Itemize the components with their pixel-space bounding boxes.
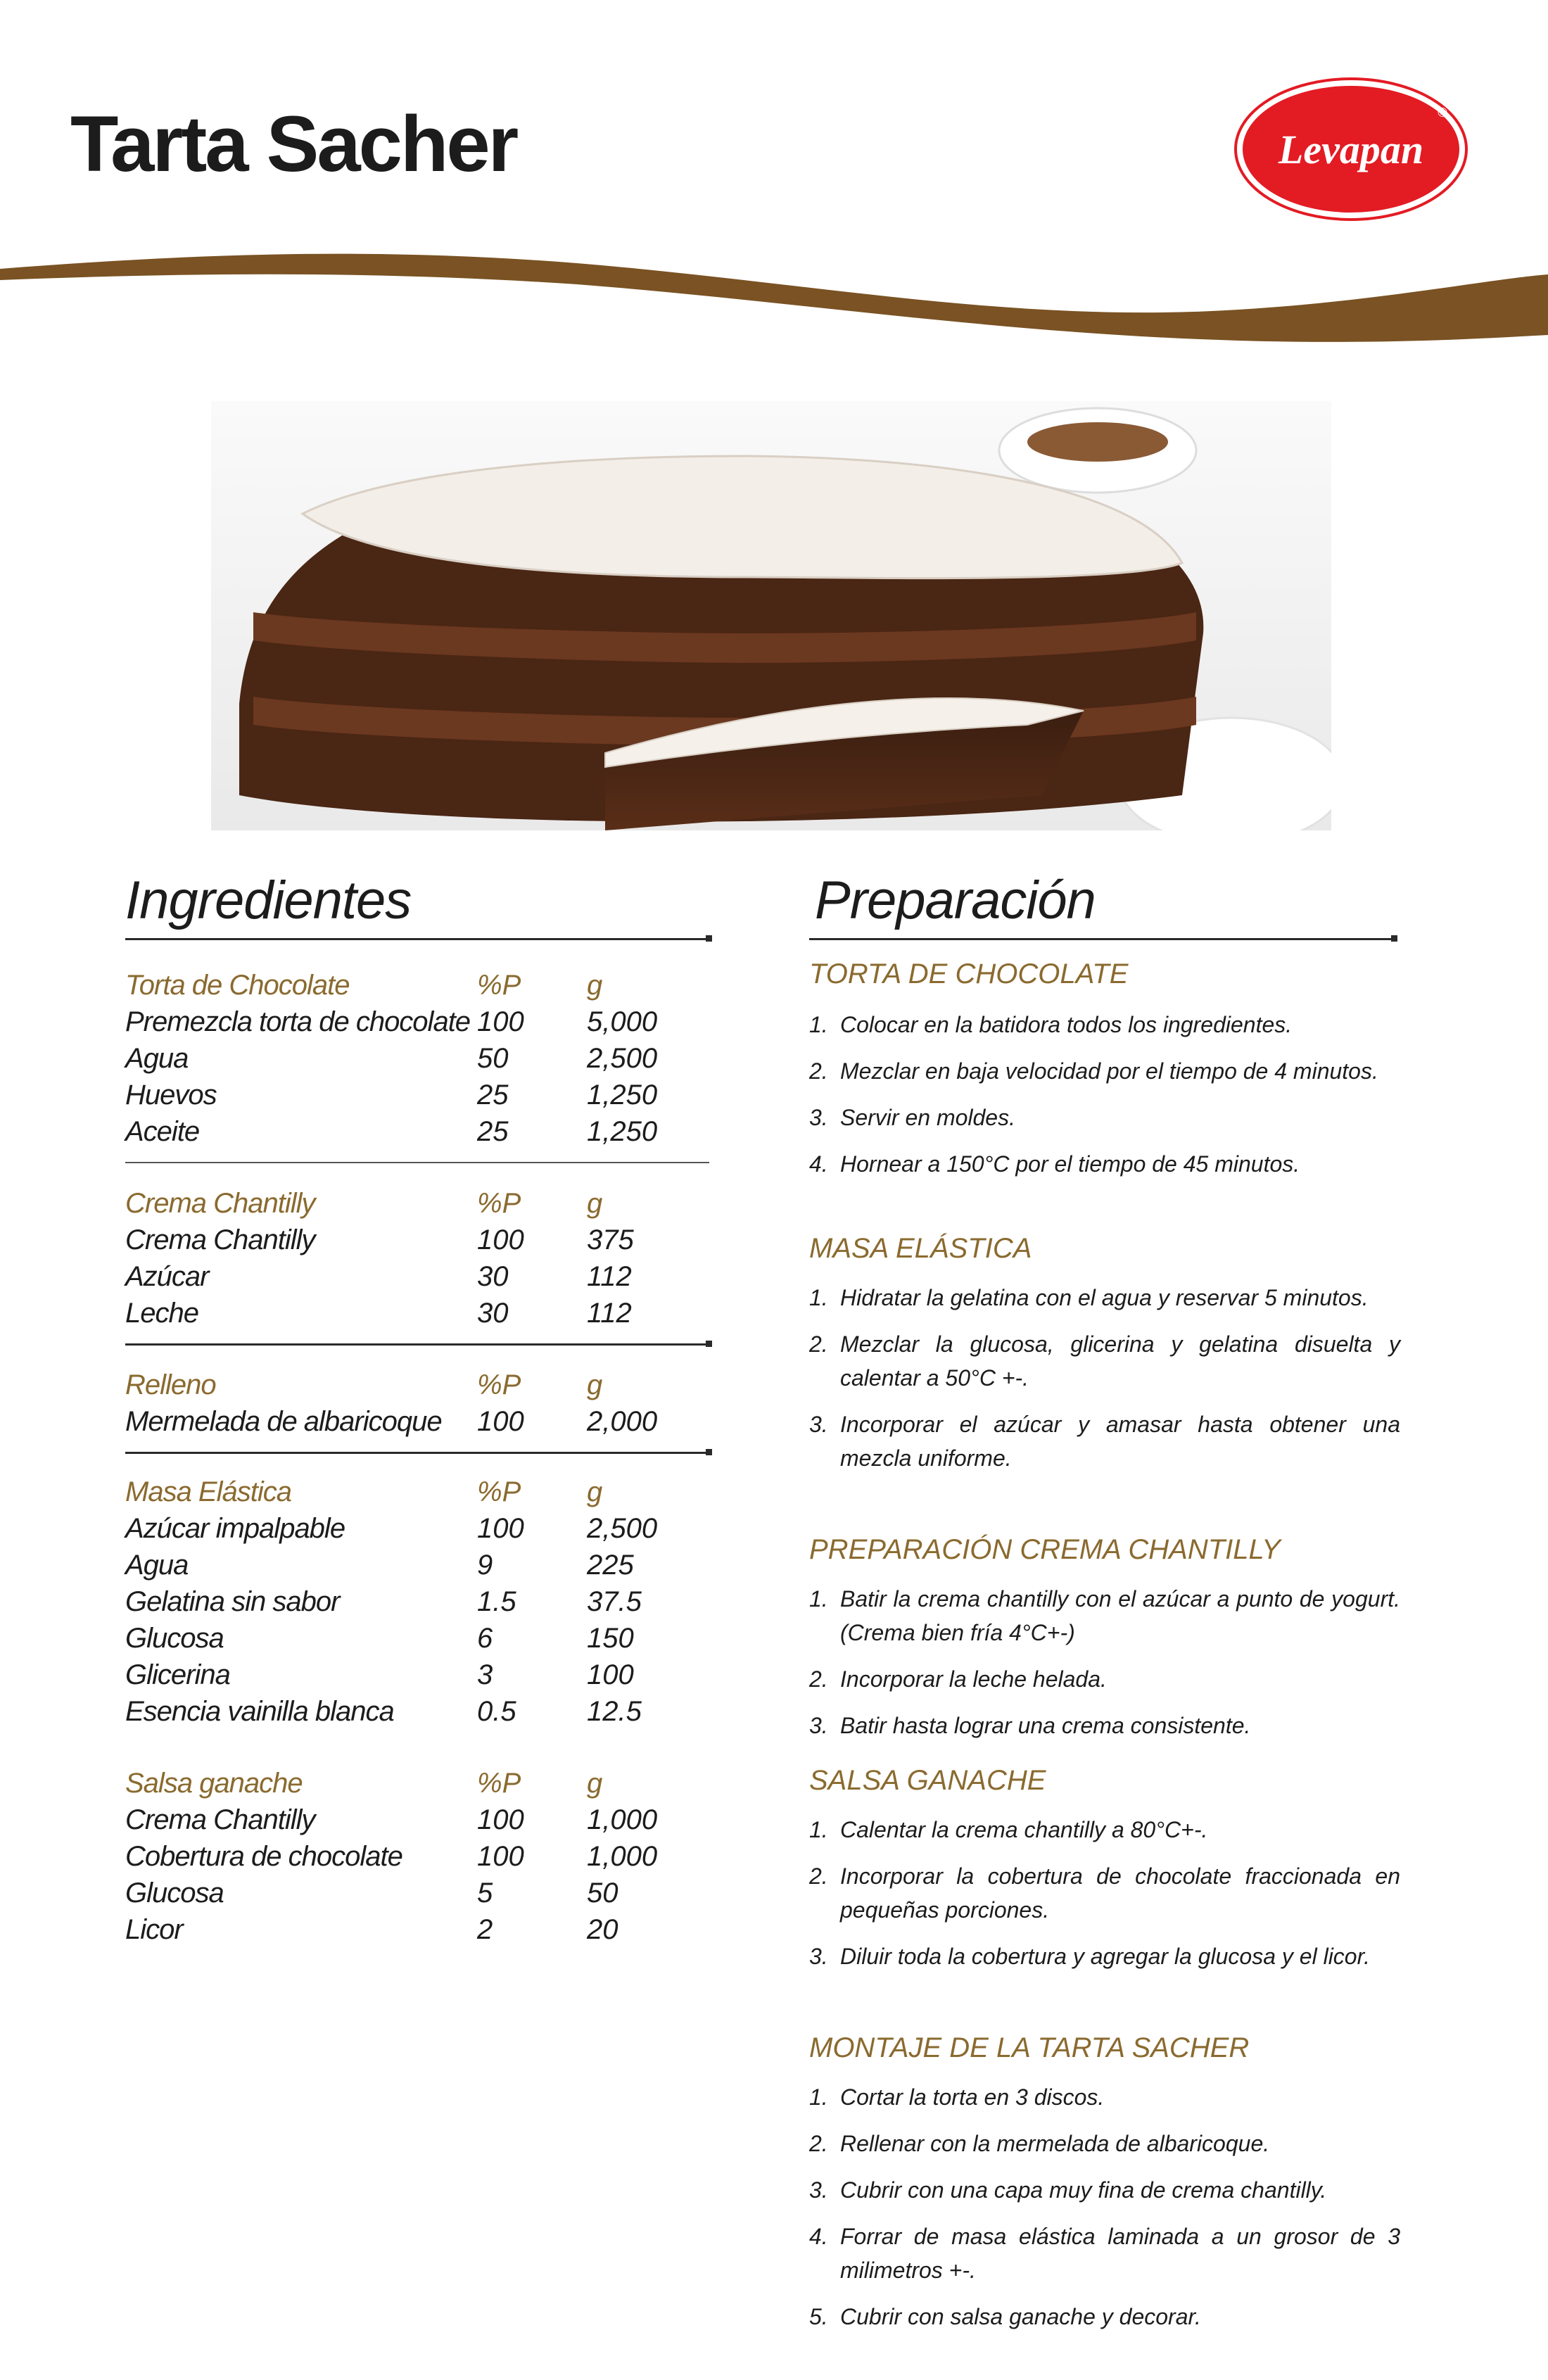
ingredient-name: Cobertura de chocolate: [125, 1841, 402, 1872]
ingredient-row: [125, 1657, 709, 1693]
registered-mark: ®: [1438, 106, 1447, 120]
ingredient-group: [125, 1185, 709, 1331]
ingredient-name: Glicerina: [125, 1659, 230, 1690]
ingredient-grams: 2,500: [587, 1043, 658, 1074]
preparation-step-list: [809, 1813, 1400, 1986]
step-number: 3.: [809, 1713, 828, 1738]
ingredient-grams: g: [587, 1476, 603, 1507]
ingredient-percent: %P: [477, 970, 521, 1001]
ingredient-grams: 2,000: [587, 1406, 658, 1437]
ingredient-grams: 1,250: [587, 1116, 658, 1147]
ingredient-name: Mermelada de albaricoque: [125, 1406, 442, 1437]
ingredient-percent: 25: [477, 1116, 509, 1147]
step-text: Hornear a 150°C por el tiempo de 45 minutos.: [840, 1151, 1300, 1177]
preparation-step-list: [809, 1582, 1400, 1755]
header-wave: [0, 239, 1548, 352]
ingredient-percent: 9: [477, 1550, 493, 1581]
ingredient-row: [125, 1258, 709, 1295]
preparation-step: [809, 1407, 1400, 1475]
step-number: 1.: [809, 1817, 828, 1842]
ingredient-row: [125, 1077, 709, 1113]
step-text: Servir en moldes.: [840, 1105, 1015, 1130]
ingredient-name: Relleno: [125, 1369, 216, 1400]
ingredient-group-header: [125, 1185, 709, 1222]
ingredient-group-divider: [125, 1162, 709, 1163]
ingredient-row: [125, 1875, 709, 1911]
step-text: Cubrir con salsa ganache y decorar.: [840, 2304, 1201, 2329]
ingredient-group: [125, 967, 709, 1150]
step-text: Incorporar la leche helada.: [840, 1666, 1107, 1692]
ingredient-name: Azúcar impalpable: [125, 1513, 345, 1544]
preparation-step: [809, 1662, 1400, 1696]
ingredient-percent: 25: [477, 1080, 509, 1110]
ingredient-name: Crema Chantilly: [125, 1804, 315, 1835]
ingredient-group-header: [125, 1474, 709, 1510]
ingredient-row: [125, 1004, 709, 1040]
ingredient-grams: 1,000: [587, 1804, 658, 1835]
ingredient-percent: 1.5: [477, 1586, 516, 1617]
ingredient-name: Glucosa: [125, 1878, 224, 1909]
ingredient-grams: 12.5: [587, 1696, 642, 1727]
ingredient-percent: %P: [477, 1476, 521, 1507]
ingredient-group-divider: [125, 1343, 709, 1346]
ingredient-group-header: [125, 1765, 709, 1802]
ingredient-group-header: [125, 1367, 709, 1403]
preparation-step: [809, 1582, 1400, 1650]
preparation-step: [809, 2300, 1400, 2334]
ingredient-grams: 112: [587, 1298, 632, 1329]
step-text: Calentar la crema chantilly a 80°C+-.: [840, 1817, 1208, 1842]
ingredient-grams: g: [587, 1188, 603, 1219]
ingredient-name: Esencia vainilla blanca: [125, 1696, 394, 1727]
ingredient-name: Glucosa: [125, 1623, 224, 1654]
step-text: Colocar en la batidora todos los ingredientes.: [840, 1012, 1293, 1037]
ingredient-row: [125, 1040, 709, 1077]
preparation-step-list: [809, 1281, 1400, 1488]
ingredient-name: Masa Elástica: [125, 1476, 291, 1507]
ingredient-grams: 20: [587, 1914, 618, 1945]
logo-text: Levapan: [1278, 127, 1424, 172]
ingredient-row: [125, 1113, 709, 1150]
step-number: 1.: [809, 2084, 828, 2110]
ingredient-row: [125, 1838, 709, 1875]
ingredient-percent: 5: [477, 1878, 493, 1909]
ingredient-name: Salsa ganache: [125, 1768, 303, 1799]
preparation-step-list: [809, 1008, 1400, 1194]
step-number: 3.: [809, 2177, 828, 2203]
ingredient-name: Crema Chantilly: [125, 1188, 315, 1219]
ingredient-percent: 100: [477, 1804, 524, 1835]
ingredient-grams: 50: [587, 1878, 618, 1909]
ingredient-name: Agua: [125, 1550, 189, 1581]
ingredient-grams: 1,000: [587, 1841, 658, 1872]
ingredient-name: Crema Chantilly: [125, 1224, 315, 1255]
ingredient-row: [125, 1510, 709, 1547]
step-text: Mezclar en baja velocidad por el tiempo de 4 minutos.: [840, 1058, 1378, 1084]
step-text: Mezclar la glucosa, glicerina y gelatina disuelta y calentar a 50°C +-.: [840, 1331, 1400, 1391]
ingredient-name: Gelatina sin sabor: [125, 1586, 340, 1617]
preparation-section-heading: TORTA DE CHOCOLATE: [809, 958, 1129, 989]
preparation-step: [809, 1008, 1400, 1042]
ingredient-grams: 100: [587, 1659, 634, 1690]
ingredients-title: Ingredientes: [125, 871, 412, 930]
preparation-step: [809, 1147, 1400, 1181]
ingredient-name: Premezcla torta de chocolate: [125, 1006, 471, 1037]
step-number: 1.: [809, 1012, 828, 1037]
ingredient-group-header: [125, 967, 709, 1004]
ingredient-row: [125, 1911, 709, 1948]
ingredient-grams: 1,250: [587, 1080, 658, 1110]
ingredient-row: [125, 1620, 709, 1657]
preparation-step: [809, 1939, 1400, 1973]
ingredient-group: [125, 1367, 709, 1440]
step-number: 1.: [809, 1586, 828, 1612]
preparation-step: [809, 1101, 1400, 1134]
ingredient-grams: g: [587, 970, 603, 1001]
step-text: Incorporar la cobertura de chocolate fraccionada en pequeñas porciones.: [840, 1863, 1400, 1923]
ingredient-grams: g: [587, 1768, 603, 1799]
ingredient-percent: %P: [477, 1188, 521, 1219]
ingredient-percent: 30: [477, 1261, 509, 1292]
ingredient-name: Aceite: [125, 1116, 200, 1147]
ingredient-percent: 100: [477, 1841, 524, 1872]
ingredient-row: [125, 1295, 709, 1331]
step-number: 2.: [809, 1058, 828, 1084]
ingredient-grams: 5,000: [587, 1006, 658, 1037]
ingredient-group: [125, 1474, 709, 1730]
ingredient-row: [125, 1547, 709, 1583]
ingredient-percent: %P: [477, 1369, 521, 1400]
step-number: 4.: [809, 1151, 828, 1177]
step-text: Hidratar la gelatina con el agua y reservar 5 minutos.: [840, 1285, 1369, 1310]
levapan-logo: [1233, 76, 1469, 222]
ingredient-percent: 100: [477, 1406, 524, 1437]
preparation-step: [809, 2127, 1400, 2160]
preparation-section-heading: PREPARACIÓN CREMA CHANTILLY: [809, 1534, 1281, 1565]
preparation-step-list: [809, 2080, 1400, 2346]
preparation-section-heading: MONTAJE DE LA TARTA SACHER: [809, 2032, 1250, 2063]
ingredient-percent: 3: [477, 1659, 493, 1690]
preparation-step: [809, 2173, 1400, 2207]
ingredient-row: [125, 1693, 709, 1730]
ingredient-percent: %P: [477, 1768, 521, 1799]
step-number: 2.: [809, 1331, 828, 1357]
preparation-step: [809, 1281, 1400, 1315]
ingredient-percent: 100: [477, 1224, 524, 1255]
ingredient-row: [125, 1802, 709, 1838]
step-number: 3.: [809, 1105, 828, 1130]
step-number: 4.: [809, 2224, 828, 2249]
preparation-step: [809, 1327, 1400, 1395]
step-text: Incorporar el azúcar y amasar hasta obtener una mezcla uniforme.: [840, 1412, 1400, 1471]
ingredient-row: [125, 1403, 709, 1440]
step-number: 3.: [809, 1412, 828, 1437]
preparation-step: [809, 1859, 1400, 1927]
preparation-section-heading: MASA ELÁSTICA: [809, 1233, 1032, 1264]
step-text: Forrar de masa elástica laminada a un grosor de 3 milimetros +-.: [840, 2224, 1400, 2283]
page-title: Tarta Sacher: [70, 100, 517, 188]
ingredient-grams: 375: [587, 1224, 634, 1255]
step-text: Diluir toda la cobertura y agregar la glucosa y el licor.: [840, 1944, 1370, 1969]
ingredient-grams: 225: [587, 1550, 634, 1581]
ingredient-name: Licor: [125, 1914, 183, 1945]
ingredient-row: [125, 1222, 709, 1258]
step-number: 2.: [809, 1863, 828, 1889]
ingredient-percent: 100: [477, 1006, 524, 1037]
step-text: Rellenar con la mermelada de albaricoque.: [840, 2131, 1270, 2156]
preparation-section-heading: SALSA GANACHE: [809, 1765, 1046, 1796]
ingredient-grams: 2,500: [587, 1513, 658, 1544]
ingredient-percent: 50: [477, 1043, 509, 1074]
ingredient-percent: 30: [477, 1298, 509, 1329]
ingredient-name: Torta de Chocolate: [125, 970, 350, 1001]
preparation-step: [809, 2080, 1400, 2114]
ingredient-percent: 2: [477, 1914, 493, 1945]
preparation-title: Preparación: [815, 871, 1096, 930]
step-text: Cubrir con una capa muy fina de crema chantilly.: [840, 2177, 1327, 2203]
ingredient-percent: 6: [477, 1623, 493, 1654]
ingredient-name: Leche: [125, 1298, 198, 1329]
preparation-step: [809, 1813, 1400, 1847]
ingredient-name: Huevos: [125, 1080, 217, 1110]
ingredient-grams: 37.5: [587, 1586, 642, 1617]
ingredient-name: Agua: [125, 1043, 189, 1074]
ingredient-group-divider: [125, 1452, 709, 1454]
preparation-title-rule: [809, 938, 1395, 940]
step-text: Batir la crema chantilly con el azúcar a punto de yogurt. (Crema bien fría 4°C+-): [840, 1586, 1400, 1645]
ingredient-percent: 0.5: [477, 1696, 516, 1727]
ingredient-grams: 150: [587, 1623, 634, 1654]
preparation-step: [809, 1709, 1400, 1742]
step-text: Cortar la torta en 3 discos.: [840, 2084, 1105, 2110]
step-number: 1.: [809, 1285, 828, 1310]
ingredients-title-rule: [125, 938, 709, 940]
step-number: 3.: [809, 1944, 828, 1969]
ingredient-percent: 100: [477, 1513, 524, 1544]
step-number: 2.: [809, 2131, 828, 2156]
ingredient-row: [125, 1583, 709, 1620]
cake-photo: [211, 401, 1331, 830]
preparation-step: [809, 1054, 1400, 1088]
step-number: 2.: [809, 1666, 828, 1692]
ingredient-grams: 112: [587, 1261, 632, 1292]
preparation-step: [809, 2220, 1400, 2287]
ingredient-name: Azúcar: [125, 1261, 209, 1292]
ingredient-grams: g: [587, 1369, 603, 1400]
step-text: Batir hasta lograr una crema consistente.: [840, 1713, 1251, 1738]
ingredient-group: [125, 1765, 709, 1948]
step-number: 5.: [809, 2304, 828, 2329]
